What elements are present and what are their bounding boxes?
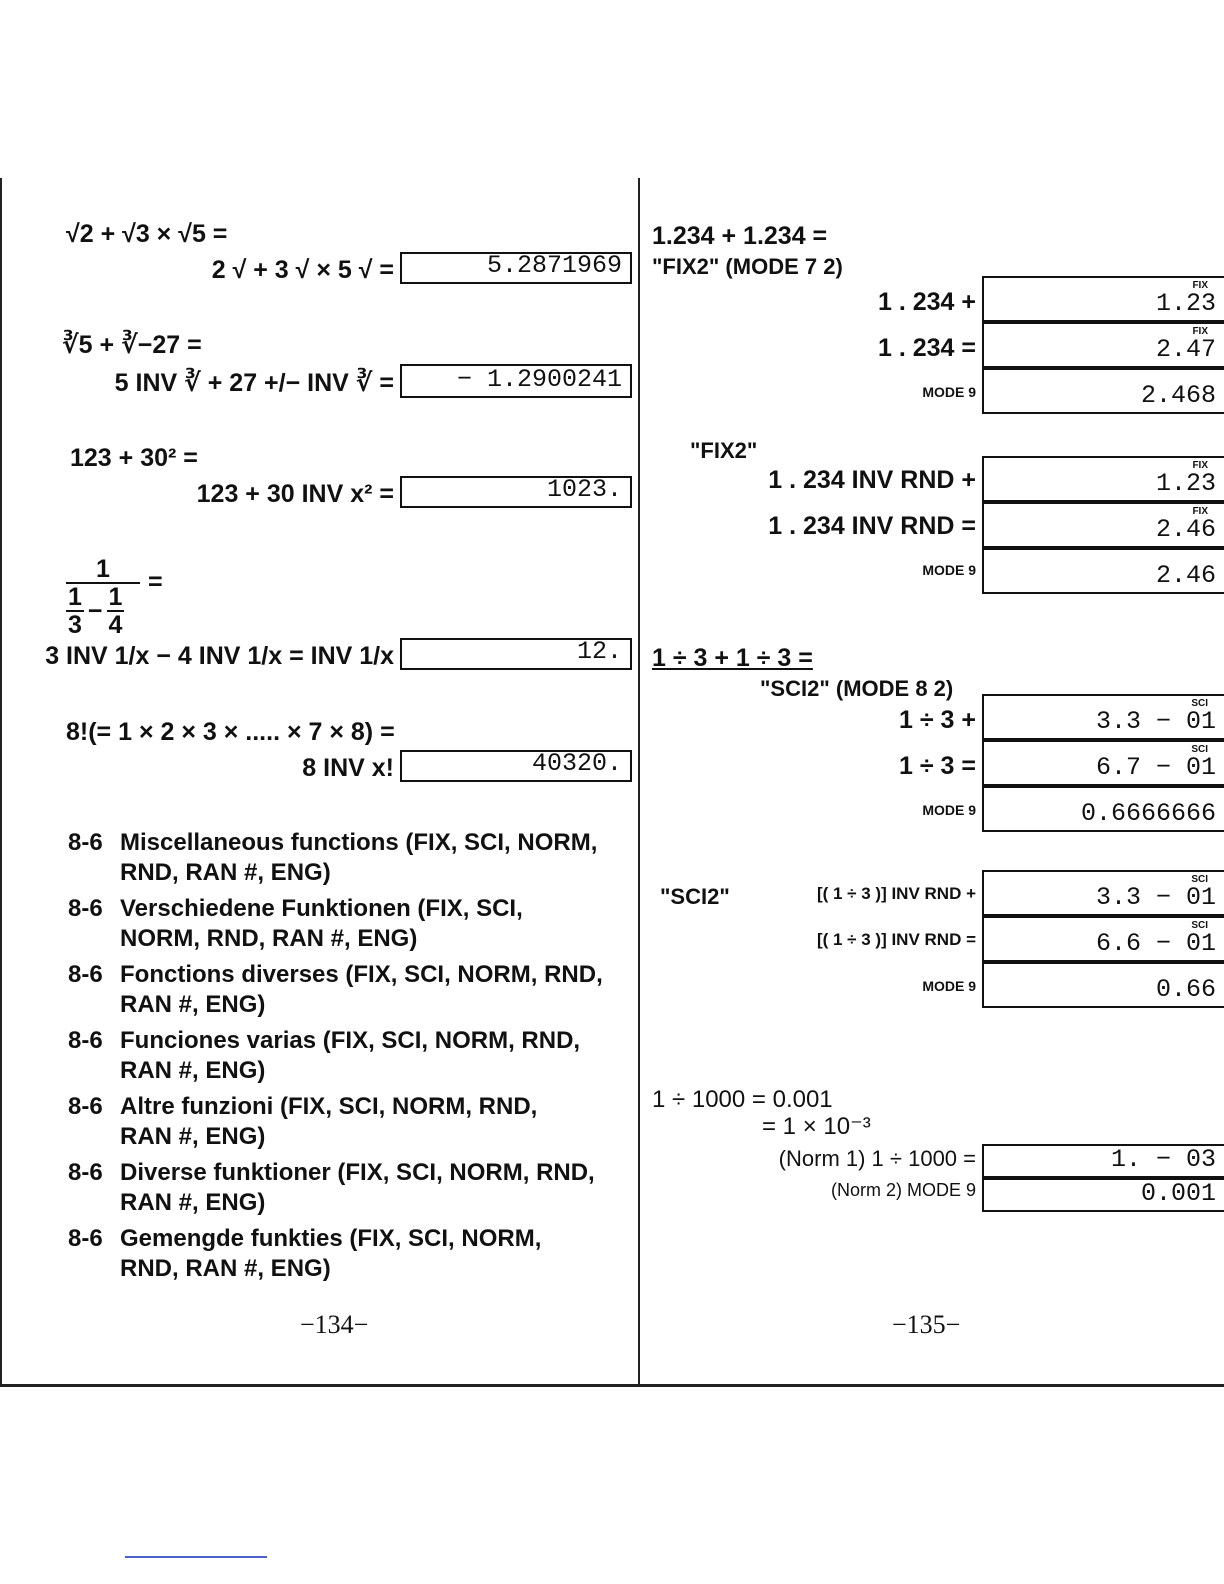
- example-4-equals: =: [148, 568, 163, 596]
- sci-row-3-display: 0.6666666: [982, 786, 1224, 832]
- fix-row-1-keys: 1 . 234 +: [878, 288, 976, 316]
- example-1-expression: √2 + √3 × √5 =: [66, 220, 228, 248]
- sci-rnd-row-3-display: 0.66: [982, 962, 1224, 1008]
- example-1-keys: 2 √ + 3 √ × 5 √ =: [211, 256, 394, 284]
- rnd-row-1-display: FIX 1.23: [982, 456, 1224, 502]
- section-heading-de: 8-6 Verschiedene Funktionen (FIX, SCI, NORM, RND, RAN #, ENG): [68, 895, 523, 952]
- norm-row-2-keys: (Norm 2) MODE 9: [830, 1180, 976, 1200]
- example-4-display: 12.: [400, 638, 632, 670]
- norm-row-1-keys: (Norm 1) 1 ÷ 1000 =: [778, 1146, 976, 1171]
- rnd-row-2-keys: 1 . 234 INV RND =: [768, 512, 976, 540]
- section-heading-sv: 8-6 Diverse funktioner (FIX, SCI, NORM, RND, RAN #, ENG): [68, 1159, 595, 1216]
- rnd-row-3-display: 2.46: [982, 548, 1224, 594]
- sci-rnd-row-2-display: SCI 6.6 − 01: [982, 916, 1224, 962]
- right-page-number: −135−: [892, 1310, 961, 1339]
- section-heading-en: 8-6 Miscellaneous functions (FIX, SCI, NORM, RND, RAN #, ENG): [68, 829, 598, 886]
- center-divider: [638, 178, 640, 1384]
- section-heading-nl: 8-6 Gemengde funkties (FIX, SCI, NORM, RND, RAN #, ENG): [68, 1225, 542, 1282]
- sci-row-2-display: SCI 6.7 − 01: [982, 740, 1224, 786]
- sci-rnd-row-3-keys: MODE 9: [922, 978, 976, 994]
- rnd-row-1-keys: 1 . 234 INV RND +: [768, 466, 976, 494]
- sci-row-2-keys: 1 ÷ 3 =: [899, 752, 976, 780]
- example-3-keys: 123 + 30 INV x² =: [196, 480, 394, 508]
- header-sci-expression: 1 ÷ 3 + 1 ÷ 3 =: [652, 644, 813, 672]
- sci-row-3-keys: MODE 9: [922, 802, 976, 818]
- section-heading-it: 8-6 Altre funzioni (FIX, SCI, NORM, RND, RAN #, ENG): [68, 1093, 538, 1150]
- fraction-denominator: $\frac{1}{3}$ − $\frac{1}{4}$: [68, 583, 123, 639]
- rnd-row-2-display: FIX 2.46: [982, 502, 1224, 548]
- example-4-keys: 3 INV 1/x − 4 INV 1/x = INV 1/x: [45, 642, 394, 670]
- sci2-label: "SCI2": [660, 884, 730, 909]
- example-3-display: 1023.: [400, 476, 632, 508]
- fix-row-2-display: FIX 2.47: [982, 322, 1224, 368]
- sci-rnd-row-1-keys: [( 1 ÷ 3 )] INV RND +: [816, 884, 976, 903]
- example-5-keys: 8 INV x!: [302, 754, 394, 782]
- sci-rnd-row-2-keys: [( 1 ÷ 3 )] INV RND =: [816, 930, 976, 949]
- section-heading-fr: 8-6 Fonctions diverses (FIX, SCI, NORM, RND, RAN #, ENG): [68, 961, 603, 1018]
- norm-row-2-display: 0.001: [982, 1178, 1224, 1212]
- footer-mark: [125, 1556, 267, 1558]
- fix-row-1-display: FIX 1.23: [982, 276, 1224, 322]
- header-norm-exponent: = 1 × 10⁻³: [762, 1113, 871, 1140]
- left-page-number: −134−: [300, 1310, 369, 1339]
- header-fix-expression: 1.234 + 1.234 =: [652, 222, 828, 250]
- left-page-border: [0, 178, 2, 1384]
- example-2-display: − 1.2900241: [400, 364, 632, 398]
- rnd-row-3-keys: MODE 9: [922, 562, 976, 578]
- bottom-rule: [0, 1384, 1224, 1387]
- sci-rnd-row-1-display: SCI 3.3 − 01: [982, 870, 1224, 916]
- fraction-numerator: 1: [66, 556, 140, 584]
- fix-row-3-keys: MODE 9: [922, 384, 976, 400]
- section-heading-es: 8-6 Funciones varias (FIX, SCI, NORM, RND, RAN #, ENG): [68, 1027, 581, 1084]
- fix2-mode-setting: "FIX2" (MODE 7 2): [652, 254, 843, 279]
- header-norm-expression: 1 ÷ 1000 = 0.001: [652, 1086, 833, 1113]
- fix2-label: "FIX2": [690, 438, 758, 463]
- example-3-expression: 123 + 30² =: [70, 444, 198, 472]
- example-2-expression: ∛5 + ∛−27 =: [62, 331, 202, 359]
- example-5-expression: 8!(= 1 × 2 × 3 × ..... × 7 × 8) =: [66, 718, 395, 746]
- example-5-display: 40320.: [400, 750, 632, 782]
- example-2-keys: 5 INV ∛ + 27 +/− INV ∛ =: [114, 369, 394, 397]
- example-1-display: 5.2871969: [400, 252, 632, 284]
- sci-row-1-display: SCI 3.3 − 01: [982, 694, 1224, 740]
- fix-row-2-keys: 1 . 234 =: [878, 334, 976, 362]
- norm-row-1-display: 1. − 03: [982, 1144, 1224, 1178]
- sci-row-1-keys: 1 ÷ 3 +: [899, 706, 976, 734]
- fix-row-3-display: 2.468: [982, 368, 1224, 414]
- sci2-mode-setting: "SCI2" (MODE 8 2): [760, 676, 954, 701]
- example-4-expression: [66, 556, 140, 638]
